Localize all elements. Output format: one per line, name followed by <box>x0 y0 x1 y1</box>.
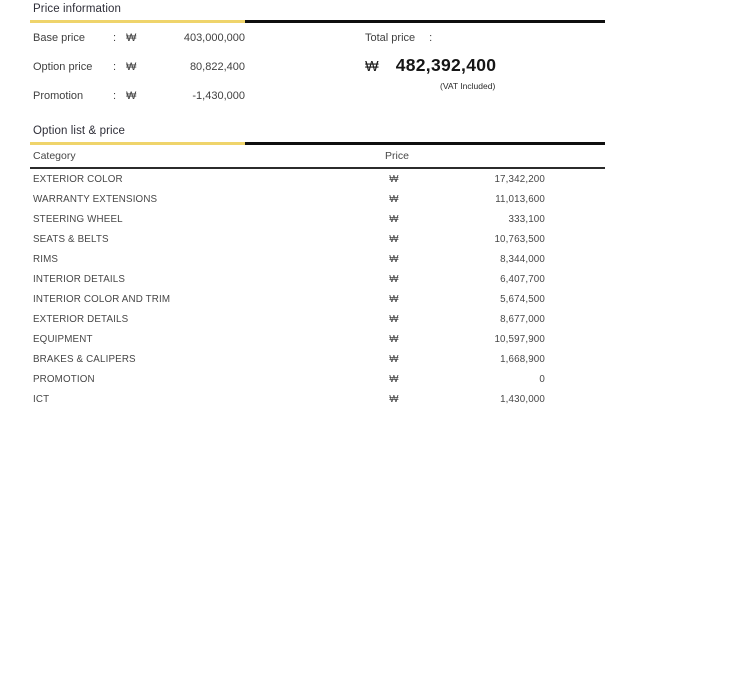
table-row <box>30 270 605 290</box>
price-row-base <box>30 23 605 52</box>
option-category: EXTERIOR COLOR <box>33 174 123 185</box>
option-table-header <box>30 145 605 167</box>
table-row <box>30 190 605 210</box>
won-symbol: ₩ <box>389 294 399 305</box>
option-category: ICT <box>33 394 50 405</box>
won-symbol: ₩ <box>389 334 399 345</box>
colon-separator: : <box>113 89 117 102</box>
won-symbol: ₩ <box>126 60 137 73</box>
option-category: PROMOTION <box>33 374 95 385</box>
price-row-value: 80,822,400 <box>189 60 245 73</box>
table-row <box>30 330 605 350</box>
option-category: STEERING WHEEL <box>33 214 123 225</box>
table-row <box>30 290 605 310</box>
option-price: 10,763,500 <box>494 234 545 245</box>
price-row-label: Option price <box>33 60 93 73</box>
option-price: 17,342,200 <box>494 174 545 185</box>
won-symbol: ₩ <box>389 394 399 405</box>
won-symbol: ₩ <box>389 374 399 385</box>
colon-separator: : <box>113 60 117 73</box>
option-price: 5,674,500 <box>500 294 545 305</box>
price-row-label: Base price <box>33 31 85 44</box>
table-row <box>30 370 605 390</box>
won-symbol: ₩ <box>389 314 399 325</box>
price-row-value: 403,000,000 <box>183 31 245 44</box>
table-row <box>30 390 605 410</box>
option-list-title: Option list & price <box>33 125 126 137</box>
total-price-block <box>365 23 496 91</box>
total-price-amount <box>365 55 496 76</box>
won-symbol: ₩ <box>389 254 399 265</box>
colon-separator: : <box>113 31 117 44</box>
table-row <box>30 170 605 190</box>
price-information-section <box>30 2 605 110</box>
total-price-value: 482,392,400 <box>395 55 497 75</box>
accent-rule-black <box>245 142 605 145</box>
option-price: 333,100 <box>508 214 545 225</box>
price-breakdown <box>30 23 605 110</box>
option-table-body <box>30 169 605 410</box>
won-symbol: ₩ <box>365 59 379 75</box>
won-symbol: ₩ <box>389 214 399 225</box>
option-category: WARRANTY EXTENSIONS <box>33 194 158 205</box>
price-information-title: Price information <box>33 3 121 15</box>
accent-rule-yellow <box>30 142 245 145</box>
won-symbol: ₩ <box>389 174 399 185</box>
column-header-price: Price <box>385 150 409 162</box>
option-price: 0 <box>539 374 545 385</box>
won-symbol: ₩ <box>126 89 137 102</box>
option-category: SEATS & BELTS <box>33 234 109 245</box>
option-price: 6,407,700 <box>500 274 545 285</box>
won-symbol: ₩ <box>389 194 399 205</box>
price-row-value: -1,430,000 <box>192 89 245 102</box>
option-price: 8,344,000 <box>500 254 545 265</box>
option-price: 8,677,000 <box>500 314 545 325</box>
option-list-section <box>30 124 605 410</box>
price-row-promotion <box>30 81 605 110</box>
option-category: RIMS <box>33 254 59 265</box>
option-category: EXTERIOR DETAILS <box>33 314 129 325</box>
won-symbol: ₩ <box>389 274 399 285</box>
total-price-label-row <box>365 23 496 52</box>
table-row <box>30 210 605 230</box>
table-row <box>30 310 605 330</box>
table-row <box>30 350 605 370</box>
price-row-option <box>30 52 605 81</box>
option-category: INTERIOR COLOR AND TRIM <box>33 294 171 305</box>
column-header-category: Category <box>33 150 76 162</box>
colon-separator: : <box>429 31 433 44</box>
vat-included-note: (VAT Included) <box>440 81 496 91</box>
total-price-label: Total price <box>365 31 416 44</box>
price-summary <box>30 23 605 110</box>
option-category: EQUIPMENT <box>33 334 93 345</box>
option-price: 1,430,000 <box>500 394 545 405</box>
section-accent-rule <box>30 142 605 145</box>
won-symbol: ₩ <box>389 234 399 245</box>
option-category: BRAKES & CALIPERS <box>33 354 136 365</box>
table-row <box>30 250 605 270</box>
option-price: 1,668,900 <box>500 354 545 365</box>
table-row <box>30 230 605 250</box>
won-symbol: ₩ <box>126 31 137 44</box>
price-row-label: Promotion <box>33 89 84 102</box>
option-price: 10,597,900 <box>494 334 545 345</box>
option-category: INTERIOR DETAILS <box>33 274 126 285</box>
won-symbol: ₩ <box>389 354 399 365</box>
option-price: 11,013,600 <box>495 194 545 205</box>
